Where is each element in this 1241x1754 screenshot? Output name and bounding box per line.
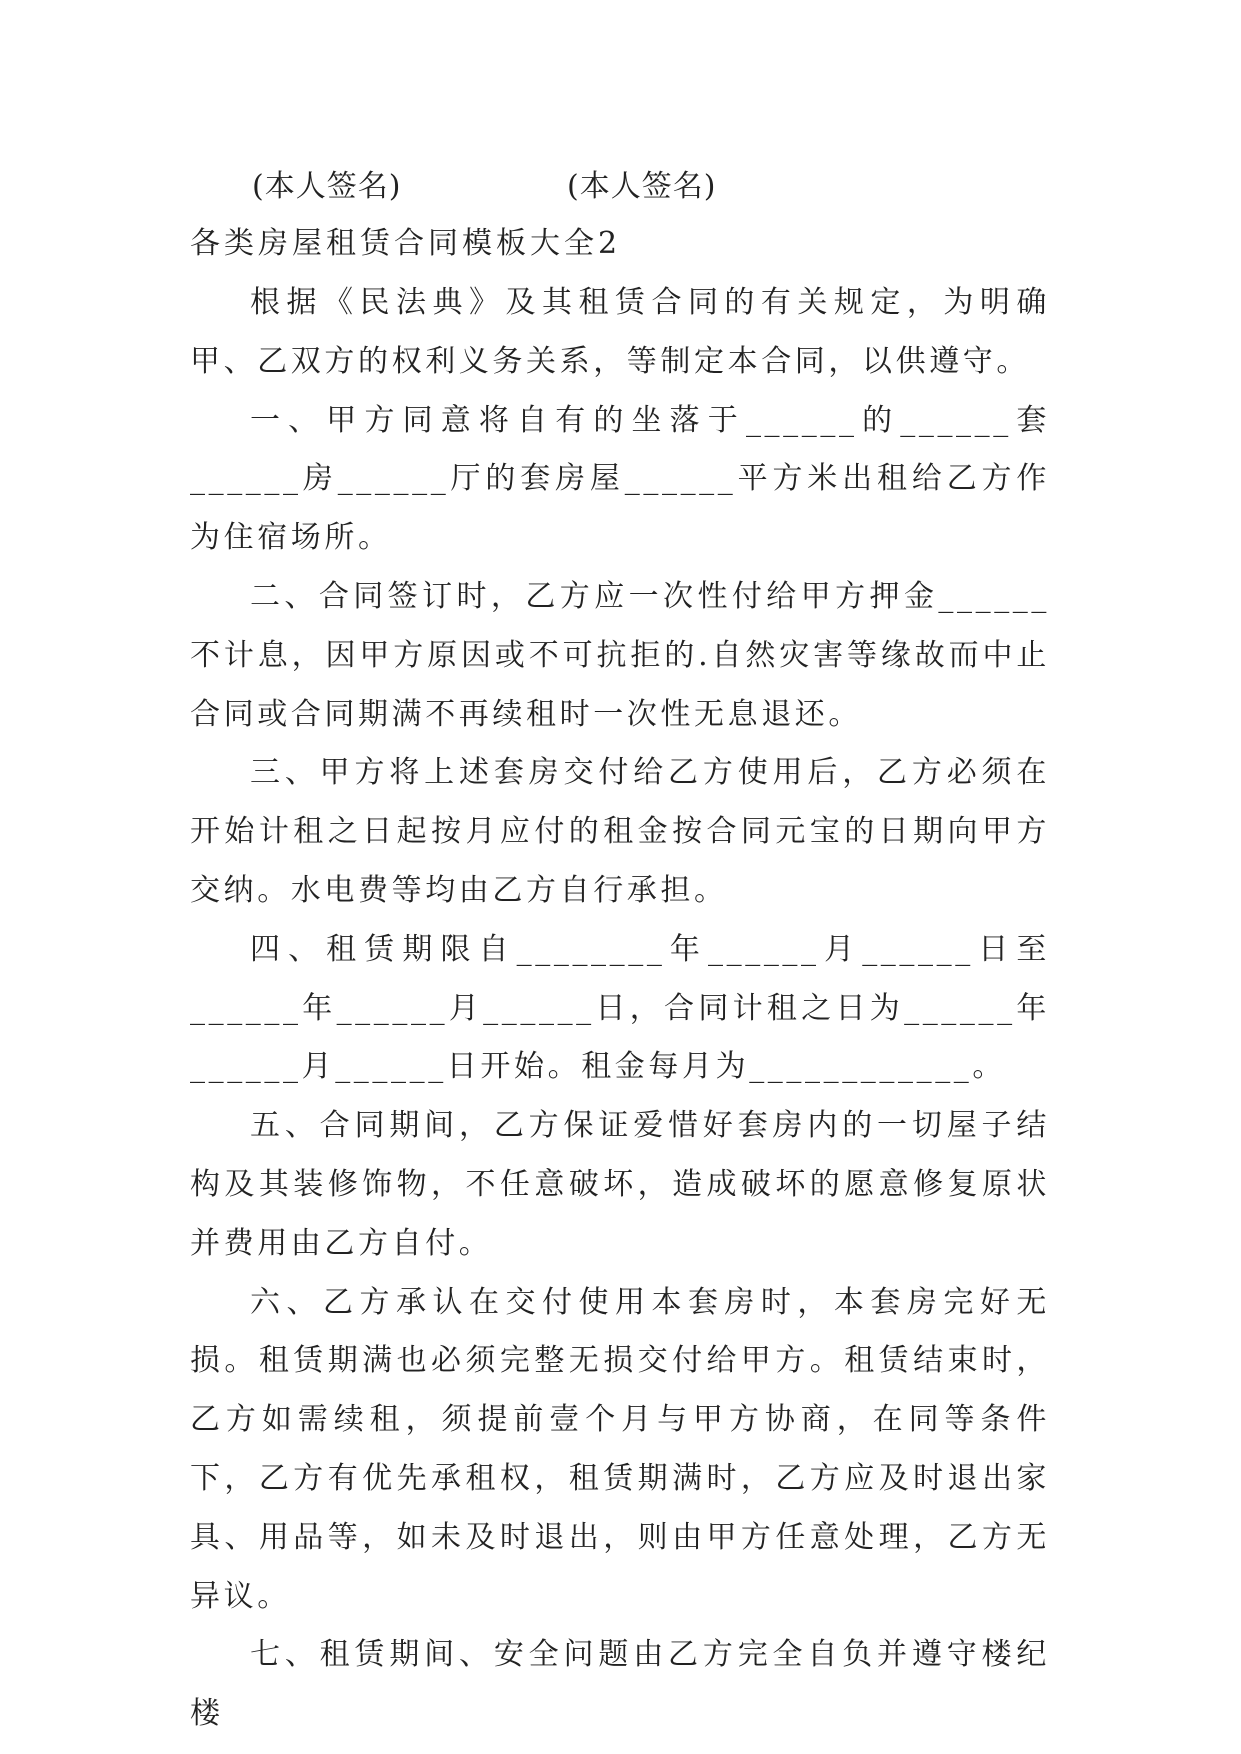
paragraph-clause-2: 二、合同签订时，乙方应一次性付给甲方押金______不计息，因甲方原因或不可抗拒的.自然灾害等缘故而中止合同或合同期满不再续租时一次性无息退还。 (190, 578, 1050, 732)
paragraph-clause-3: 三、甲方将上述套房交付给乙方使用后，乙方必须在开始计租之日起按月应付的租金按合同元宝的日期向甲方交纳。水电费等均由乙方自行承担。 (190, 755, 1050, 908)
signature-line (190, 150, 1050, 216)
paragraph-clause-7: 七、租赁期间、安全问题由乙方完全自负并遵守楼纪楼 (190, 1637, 1050, 1732)
document-page (190, 150, 1050, 1744)
paragraph-clause-4: 四、租赁期限自________年______月______日至______年______月______日，合同计租之日为______年______月______日开始。租金每月为____________。 (190, 931, 1050, 1085)
paragraph-clause-6: 六、乙方承认在交付使用本套房时，本套房完好无损。租赁期满也必须完整无损交付给甲方。租赁结束时，乙方如需续租，须提前壹个月与甲方协商，在同等条件下，乙方有优先承租权，租赁期满时，乙方应及时退出家具、用品等，如未及时退出，则由甲方任意处理，乙方无异议。 (190, 1284, 1050, 1614)
signature-right: (本人签名) (567, 169, 717, 204)
document-title: 各类房屋租赁合同模板大全2 (190, 226, 622, 261)
paragraph-intro: 根据《民法典》及其租赁合同的有关规定，为明确甲、乙双方的权利义务关系，等制定本合同，以供遵守。 (190, 285, 1050, 379)
paragraph-clause-1: 一、甲方同意将自有的坐落于______的______套______房______厅的套房屋______平方米出租给乙方作为住宿场所。 (190, 402, 1050, 556)
paragraph-clause-5: 五、合同期间，乙方保证爱惜好套房内的一切屋子结构及其装修饰物，不任意破坏，造成破坏的愿意修复原状并费用由乙方自付。 (190, 1108, 1050, 1261)
signature-left: (本人签名) (252, 169, 402, 204)
